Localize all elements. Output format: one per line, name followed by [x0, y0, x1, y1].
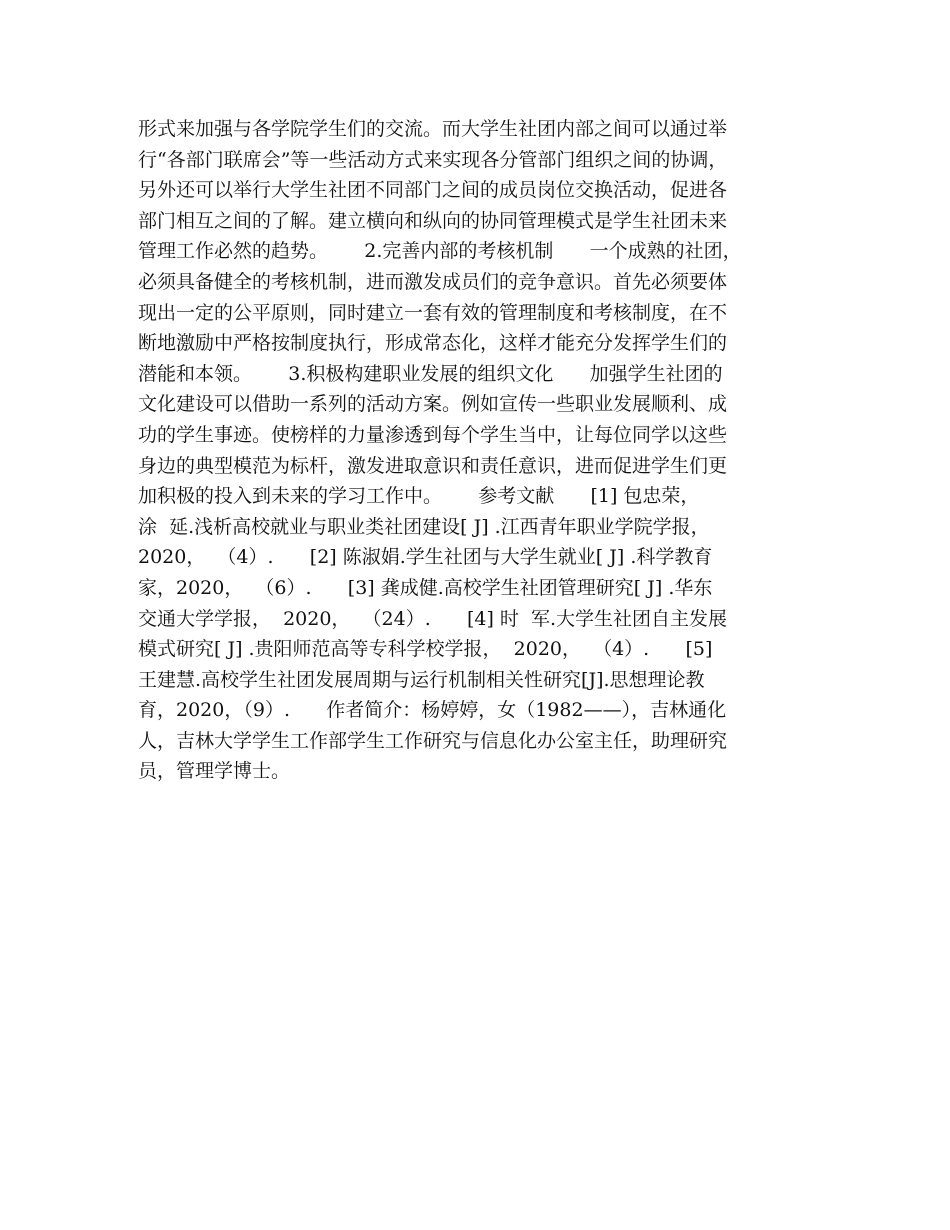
text-line: 育，2020，（9）. 作者简介：杨婷婷，女（1982——），吉林通化: [138, 699, 727, 722]
text-line: 断地激励中严格按制度执行，形成常态化，这样才能充分发挥学生们的: [138, 332, 728, 355]
text-line: 现出一定的公平原则，同时建立一套有效的管理制度和考核制度，在不: [138, 301, 728, 324]
text-line: 部门相互之间的了解。建立横向和纵向的协同管理模式是学生社团未来: [138, 209, 728, 232]
body-text: [138, 114, 838, 787]
text-line: 潜能和本领。 3.积极构建职业发展的组织文化 加强学生社团的: [138, 362, 723, 385]
text-line: 形式来加强与各学院学生们的交流。而大学生社团内部之间可以通过举: [138, 118, 728, 140]
text-line: 2020， （4）. [2] 陈淑娟.学生社团与大学生就业[ J] .科学教育: [138, 546, 713, 569]
text-line: 家，2020， （6）. [3] 龚成健.高校学生社团管理研究[ J] .华东: [138, 576, 713, 599]
text-line: 人，吉林大学学生工作部学生工作研究与信息化办公室主任，助理研究: [138, 729, 728, 752]
text-line: 文化建设可以借助一系列的活动方案。例如宣传一些职业发展顺利、成: [138, 393, 728, 416]
text-line: 交通大学学报， 2020， （24）. [4] 时 军.大学生社团自主发展: [138, 607, 728, 630]
text-line: 必须具备健全的考核机制，进而激发成员们的竞争意识。首先必须要体: [138, 270, 728, 293]
text-line: 功的学生事迹。使榜样的力量渗透到每个学生当中，让每位同学以这些: [138, 423, 728, 446]
text-line: 加积极的投入到未来的学习工作中。 参考文献 [1] 包忠荣，: [138, 485, 700, 508]
text-line: 员，管理学博士。: [138, 760, 291, 783]
text-line: 行“各部门联席会”等一些活动方式来实现各分管部门组织之间的协调，: [138, 148, 728, 171]
text-line: 管理工作必然的趋势。 2.完善内部的考核机制 一个成熟的社团，: [138, 240, 742, 263]
text-line: 另外还可以举行大学生社团不同部门之间的成员岗位交换活动，促进各: [138, 179, 728, 202]
text-line: 身边的典型模范为标杆，激发进取意识和责任意识，进而促进学生们更: [138, 454, 728, 477]
text-line: 王建慧.高校学生社团发展周期与运行机制相关性研究[J].思想理论教: [138, 668, 705, 691]
text-line: 涂 延.浅析高校就业与职业类社团建设[ J] .江西青年职业学院学报，: [138, 515, 710, 538]
text-line: 模式研究[ J] .贵阳师范高等专科学校学报， 2020， （4）. [5]: [138, 638, 713, 661]
